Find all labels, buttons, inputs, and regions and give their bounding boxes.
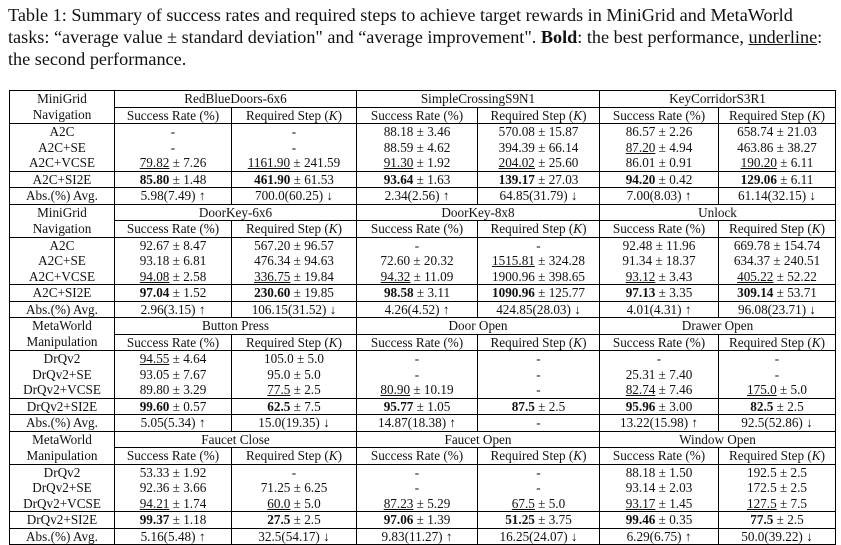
best-value: 129.06 (740, 171, 777, 187)
second-value: 1161.90 (247, 155, 291, 170)
env-name: RedBlueDoors-6x6 (115, 91, 357, 108)
method-name: DrQv2 (10, 464, 115, 480)
table-cell: - (414, 480, 420, 495)
table-cell: - (478, 351, 600, 367)
table-row (10, 398, 836, 415)
method-name: DrQv2+SI2E (10, 512, 115, 529)
table-cell: 139.17 ± 27.03 (478, 171, 600, 188)
table-cell: 97.04 ± 1.52 (115, 285, 232, 302)
table-cell: 79.82 ± 7.26 (139, 155, 207, 170)
caption-text-3: : the second performance. (8, 27, 823, 69)
success-rate-header: Success Rate (%) (612, 334, 706, 350)
table-cell: 5.98(7.49) ↑ (115, 188, 232, 205)
table-cell: 95.0 ± 5.0 (232, 367, 357, 383)
table-cell: 94.20 ± 0.42 (600, 171, 719, 188)
table-cell: 669.78 ± 154.74 (719, 237, 836, 253)
table-row (10, 285, 836, 302)
table-cell: 95.96 ± 3.00 (600, 398, 719, 415)
table-cell: 570.08 ± 15.87 (478, 124, 600, 140)
table-cell: 25.31 ± 7.40 (625, 366, 693, 382)
table-row (10, 528, 836, 545)
best-value: 99.60 (139, 398, 170, 414)
table-cell: 71.25 ± 6.25 (232, 480, 357, 496)
best-value: 85.80 (139, 171, 170, 187)
table-cell: 658.74 ± 21.03 (719, 124, 836, 140)
table-cell: 72.60 ± 20.32 (380, 253, 454, 268)
table-cell: - (478, 237, 600, 253)
success-rate-header: Success Rate (%) (126, 334, 220, 350)
method-name: DrQv2+VCSE (10, 496, 115, 512)
table-cell: 67.5 ± 5.0 (478, 496, 600, 512)
table-cell: 87.5 ± 2.5 (478, 398, 600, 415)
table-cell: - (478, 415, 600, 432)
table-cell: 93.18 ± 6.81 (139, 253, 207, 268)
category-label-bottom: Manipulation (10, 334, 115, 351)
table-cell: 106.15(31.52) ↓ (232, 301, 357, 318)
table-cell: - (232, 464, 357, 480)
env-header-row (10, 431, 836, 448)
table-cell: 88.18 ± 3.46 (357, 124, 478, 140)
second-value: 405.22 (737, 268, 774, 284)
required-step-header: Required Step (K) (719, 221, 836, 238)
caption-underline-word: underline (748, 27, 818, 47)
method-name: DrQv2+SE (10, 367, 115, 383)
best-value: 97.06 (383, 512, 414, 527)
method-name: DrQv2+VCSE (10, 382, 115, 398)
method-name: DrQv2+SE (10, 480, 115, 496)
required-step-header: Required Step (K) (719, 334, 836, 351)
env-name: DoorKey-6x6 (115, 204, 357, 221)
table-cell: 61.14(32.15) ↓ (719, 188, 836, 205)
table-cell: 105.0 ± 5.0 (232, 351, 357, 367)
env-header-row (10, 91, 836, 108)
category-label-top: MiniGrid (10, 204, 115, 221)
method-name: A2C+SE (10, 140, 115, 156)
table-cell: 175.0 ± 5.0 (719, 382, 836, 398)
required-step-header: Required Step (K) (478, 221, 600, 238)
method-name: Abs.(%) Avg. (10, 188, 115, 205)
table-cell: 461.90 ± 61.53 (232, 171, 357, 188)
success-rate-header: Success Rate (%) (126, 221, 220, 236)
category-label-bottom: Manipulation (10, 448, 115, 465)
table-row (10, 253, 836, 269)
table-cell: 99.37 ± 1.18 (115, 512, 232, 529)
table-cell: 1900.96 ± 398.65 (478, 269, 600, 285)
second-value: 94.55 (139, 351, 170, 366)
table-cell: 94.55 ± 4.64 (115, 351, 232, 367)
table-cell: 86.57 ± 2.26 (600, 124, 719, 140)
table-cell: 85.80 ± 1.48 (115, 171, 232, 188)
best-value: 87.5 (511, 398, 535, 414)
second-value: 87.23 (383, 495, 414, 511)
metric-header-row (10, 448, 836, 465)
second-value: 67.5 (511, 495, 535, 511)
table-cell: 94.21 ± 1.74 (139, 495, 207, 511)
table-cell: 13.22(15.98) ↑ (600, 415, 719, 432)
method-name: A2C (10, 237, 115, 253)
second-value: 94.21 (139, 495, 170, 511)
second-value: 93.17 (625, 495, 656, 511)
second-value: 127.5 (747, 495, 777, 511)
second-value: 94.08 (139, 268, 170, 284)
table-cell: 94.32 ± 11.09 (380, 268, 454, 284)
best-value: 98.58 (383, 285, 414, 300)
table-cell: 92.48 ± 11.96 (600, 237, 719, 253)
best-value: 77.5 (750, 512, 774, 527)
table-row (10, 382, 836, 398)
table-cell: 6.29(6.75) ↑ (600, 528, 719, 545)
table-cell: 93.14 ± 2.03 (625, 480, 693, 495)
best-value: 230.60 (254, 285, 291, 300)
method-name: A2C+SE (10, 253, 115, 269)
table-cell: 230.60 ± 19.85 (232, 285, 357, 302)
table-cell: 424.85(28.03) ↓ (478, 301, 600, 318)
best-value: 94.20 (625, 171, 656, 187)
table-cell: - (232, 124, 357, 140)
metric-header-row (10, 107, 836, 124)
table-cell: 77.5 ± 2.5 (719, 512, 836, 529)
best-value: 97.04 (139, 285, 170, 300)
table-cell: 95.77 ± 1.05 (357, 398, 478, 415)
second-value: 91.30 (383, 155, 414, 170)
table-cell: 567.20 ± 96.57 (232, 237, 357, 253)
table-cell: 9.83(11.27) ↑ (357, 528, 478, 545)
table-cell: 127.5 ± 7.5 (719, 496, 836, 512)
table-cell: 94.08 ± 2.58 (139, 268, 207, 284)
table-cell: 336.75 ± 19.84 (232, 269, 357, 285)
best-value: 27.5 (267, 512, 291, 527)
table-cell: 64.85(31.79) ↓ (478, 188, 600, 205)
table-cell: 98.58 ± 3.11 (357, 285, 478, 302)
table-cell: - (600, 351, 719, 367)
category-label-bottom: Navigation (10, 107, 115, 124)
table-cell: 27.5 ± 2.5 (232, 512, 357, 529)
table-cell: 93.64 ± 1.63 (357, 171, 478, 188)
table-row (10, 188, 836, 205)
table-cell: 88.18 ± 1.50 (600, 464, 719, 480)
table-cell: - (719, 367, 836, 383)
table-cell: - (414, 366, 420, 382)
table-cell: 92.67 ± 8.47 (115, 237, 232, 253)
method-name: A2C+VCSE (10, 155, 115, 171)
table-cell: 91.30 ± 1.92 (383, 155, 451, 170)
table-cell: 91.34 ± 18.37 (622, 253, 696, 268)
category-label-top: MetaWorld (10, 431, 115, 448)
second-value: 190.20 (740, 155, 777, 170)
table-cell: 77.5 ± 2.5 (232, 382, 357, 398)
success-rate-header: Success Rate (%) (612, 448, 706, 463)
table-cell: - (719, 351, 836, 367)
table-row (10, 512, 836, 529)
best-value: 51.25 (505, 512, 535, 527)
second-value: 1515.81 (492, 253, 535, 268)
env-name: Door Open (357, 318, 600, 335)
second-value: 175.0 (747, 382, 777, 397)
table-cell: 89.80 ± 3.29 (139, 382, 207, 397)
table-cell: 92.5(52.86) ↓ (719, 415, 836, 432)
table-cell: 87.20 ± 4.94 (625, 139, 693, 155)
second-value: 60.0 (267, 495, 291, 511)
required-step-header: Required Step (K) (478, 334, 600, 351)
second-value: 336.75 (254, 268, 291, 284)
best-value: 62.5 (267, 398, 291, 414)
results-table (9, 90, 836, 545)
table-row (10, 496, 836, 512)
table-cell: 86.01 ± 0.91 (625, 155, 693, 170)
env-name: Unlock (600, 204, 836, 221)
method-name: Abs.(%) Avg. (10, 528, 115, 545)
second-value: 87.20 (625, 139, 656, 155)
success-rate-header: Success Rate (%) (126, 448, 220, 463)
env-name: Faucet Open (357, 431, 600, 448)
table-cell: 99.46 ± 0.35 (600, 512, 719, 529)
table-cell: 99.60 ± 0.57 (115, 398, 232, 415)
table-cell: 97.13 ± 3.35 (600, 285, 719, 302)
best-value: 461.90 (254, 171, 291, 187)
table-cell: - (115, 124, 232, 140)
table-cell: 82.74 ± 7.46 (625, 382, 693, 397)
table-cell: - (357, 237, 478, 253)
table-cell: 87.23 ± 5.29 (383, 495, 451, 511)
best-value: 97.13 (625, 285, 656, 300)
table-cell: 51.25 ± 3.75 (478, 512, 600, 529)
method-name: DrQv2+SI2E (10, 398, 115, 415)
caption-text-2: : the best performance, (577, 27, 749, 47)
table-cell: - (478, 367, 600, 383)
second-value: 77.5 (267, 382, 291, 397)
table-row (10, 124, 836, 140)
table-cell: 14.87(18.38) ↑ (357, 415, 478, 432)
second-value: 204.02 (498, 155, 535, 170)
table-cell: 16.25(24.07) ↓ (478, 528, 600, 545)
required-step-header: Required Step (K) (232, 334, 357, 351)
success-rate-header: Success Rate (%) (370, 448, 464, 463)
table-cell: 1515.81 ± 324.28 (478, 253, 600, 269)
table-cell: 309.14 ± 53.71 (719, 285, 836, 302)
table-cell: 92.36 ± 3.66 (139, 480, 207, 495)
success-rate-header: Success Rate (%) (370, 107, 464, 123)
best-value: 95.96 (625, 398, 656, 414)
table-cell: 405.22 ± 52.22 (719, 269, 836, 285)
table-cell: - (357, 464, 478, 480)
second-value: 80.90 (380, 382, 411, 397)
table-cell: 204.02 ± 25.60 (478, 155, 600, 171)
table-cell: - (478, 464, 600, 480)
metric-header-row (10, 334, 836, 351)
table-cell: 394.39 ± 66.14 (478, 140, 600, 156)
table-cell: 93.17 ± 1.45 (625, 495, 693, 511)
method-name: A2C+VCSE (10, 269, 115, 285)
env-name: Window Open (600, 431, 836, 448)
table-row (10, 480, 836, 496)
table-row (10, 464, 836, 480)
second-value: 93.12 (625, 268, 656, 284)
table-cell: 476.34 ± 94.63 (232, 253, 357, 269)
table-cell: - (170, 139, 176, 155)
table-cell: 88.59 ± 4.62 (383, 139, 451, 155)
best-value: 99.37 (139, 512, 170, 527)
metric-header-row (10, 221, 836, 238)
table-row (10, 367, 836, 383)
required-step-header: Required Step (K) (232, 221, 357, 238)
method-name: DrQv2 (10, 351, 115, 367)
table-row (10, 301, 836, 318)
table-cell: 1090.96 ± 125.77 (478, 285, 600, 302)
required-step-header: Required Step (K) (478, 448, 600, 465)
method-name: Abs.(%) Avg. (10, 415, 115, 432)
table-caption (8, 4, 836, 70)
table-cell: 1161.90 ± 241.59 (232, 155, 357, 171)
table-row (10, 140, 836, 156)
table-cell: - (478, 382, 600, 398)
required-step-header: Required Step (K) (232, 107, 357, 124)
table-cell: 2.34(2.56) ↑ (357, 188, 478, 205)
required-step-header: Required Step (K) (719, 107, 836, 124)
method-name: A2C (10, 124, 115, 140)
table-cell: 80.90 ± 10.19 (380, 382, 454, 397)
success-rate-header: Success Rate (%) (612, 221, 706, 236)
env-header-row (10, 204, 836, 221)
table-cell: 15.0(19.35) ↓ (232, 415, 357, 432)
table-cell: 129.06 ± 6.11 (719, 171, 836, 188)
method-name: Abs.(%) Avg. (10, 301, 115, 318)
env-name: KeyCorridorS3R1 (600, 91, 836, 108)
table-cell: 2.96(3.15) ↑ (115, 301, 232, 318)
table-cell: 53.33 ± 1.92 (115, 464, 232, 480)
table-cell: 96.08(23.71) ↓ (719, 301, 836, 318)
second-value: 82.74 (625, 382, 656, 397)
env-name: Button Press (115, 318, 357, 335)
table-cell: 97.06 ± 1.39 (357, 512, 478, 529)
table-row (10, 351, 836, 367)
table-row (10, 269, 836, 285)
best-value: 82.5 (750, 398, 774, 414)
table-cell: 93.12 ± 3.43 (625, 268, 693, 284)
success-rate-header: Success Rate (%) (126, 107, 220, 123)
env-name: Drawer Open (600, 318, 836, 335)
table-cell: 50.0(39.22) ↓ (719, 528, 836, 545)
table-cell: - (232, 140, 357, 156)
table-cell: 32.5(54.17) ↓ (232, 528, 357, 545)
table-row (10, 155, 836, 171)
table-cell: 82.5 ± 2.5 (719, 398, 836, 415)
table-cell: 192.5 ± 2.5 (719, 464, 836, 480)
required-step-header: Required Step (K) (478, 107, 600, 124)
table-cell: 93.05 ± 7.67 (139, 366, 207, 382)
best-value: 95.77 (383, 398, 414, 414)
success-rate-header: Success Rate (%) (612, 107, 706, 123)
table-cell: 463.86 ± 38.27 (719, 140, 836, 156)
table-row (10, 415, 836, 432)
env-name: Faucet Close (115, 431, 357, 448)
table-cell: 4.26(4.52) ↑ (357, 301, 478, 318)
env-header-row (10, 318, 836, 335)
required-step-header: Required Step (K) (232, 448, 357, 465)
caption-text-1: Table 1: Summary of success rates and required steps to achieve target rewards in MiniGrid and MetaWorld tasks: “average value ± standard deviation" and “average improvement". (8, 5, 793, 47)
best-value: 139.17 (498, 171, 535, 187)
table-row (10, 171, 836, 188)
category-label-top: MetaWorld (10, 318, 115, 335)
success-rate-header: Success Rate (%) (370, 221, 464, 236)
second-value: 79.82 (139, 155, 170, 170)
method-name: A2C+SI2E (10, 171, 115, 188)
caption-bold-word: Bold (540, 27, 578, 47)
table-cell: 190.20 ± 6.11 (719, 155, 836, 171)
table-row (10, 237, 836, 253)
table-cell: 700.0(60.25) ↓ (232, 188, 357, 205)
table-cell: 5.05(5.34) ↑ (115, 415, 232, 432)
best-value: 1090.96 (492, 285, 535, 300)
table-cell: 60.0 ± 5.0 (232, 496, 357, 512)
category-label-top: MiniGrid (10, 91, 115, 108)
table-cell: 634.37 ± 240.51 (719, 253, 836, 269)
table-cell: 62.5 ± 7.5 (232, 398, 357, 415)
table-cell: 7.00(8.03) ↑ (600, 188, 719, 205)
table-cell: - (478, 480, 600, 496)
best-value: 93.64 (383, 171, 414, 187)
env-name: SimpleCrossingS9N1 (357, 91, 600, 108)
table-cell: - (357, 351, 478, 367)
method-name: A2C+SI2E (10, 285, 115, 302)
required-step-header: Required Step (K) (719, 448, 836, 465)
table-cell: 172.5 ± 2.5 (719, 480, 836, 496)
second-value: 94.32 (380, 268, 411, 284)
env-name: DoorKey-8x8 (357, 204, 600, 221)
best-value: 99.46 (625, 512, 656, 527)
table-cell: 5.16(5.48) ↑ (115, 528, 232, 545)
best-value: 309.14 (737, 285, 774, 300)
table-cell: 4.01(4.31) ↑ (600, 301, 719, 318)
category-label-bottom: Navigation (10, 221, 115, 238)
success-rate-header: Success Rate (%) (370, 334, 464, 350)
